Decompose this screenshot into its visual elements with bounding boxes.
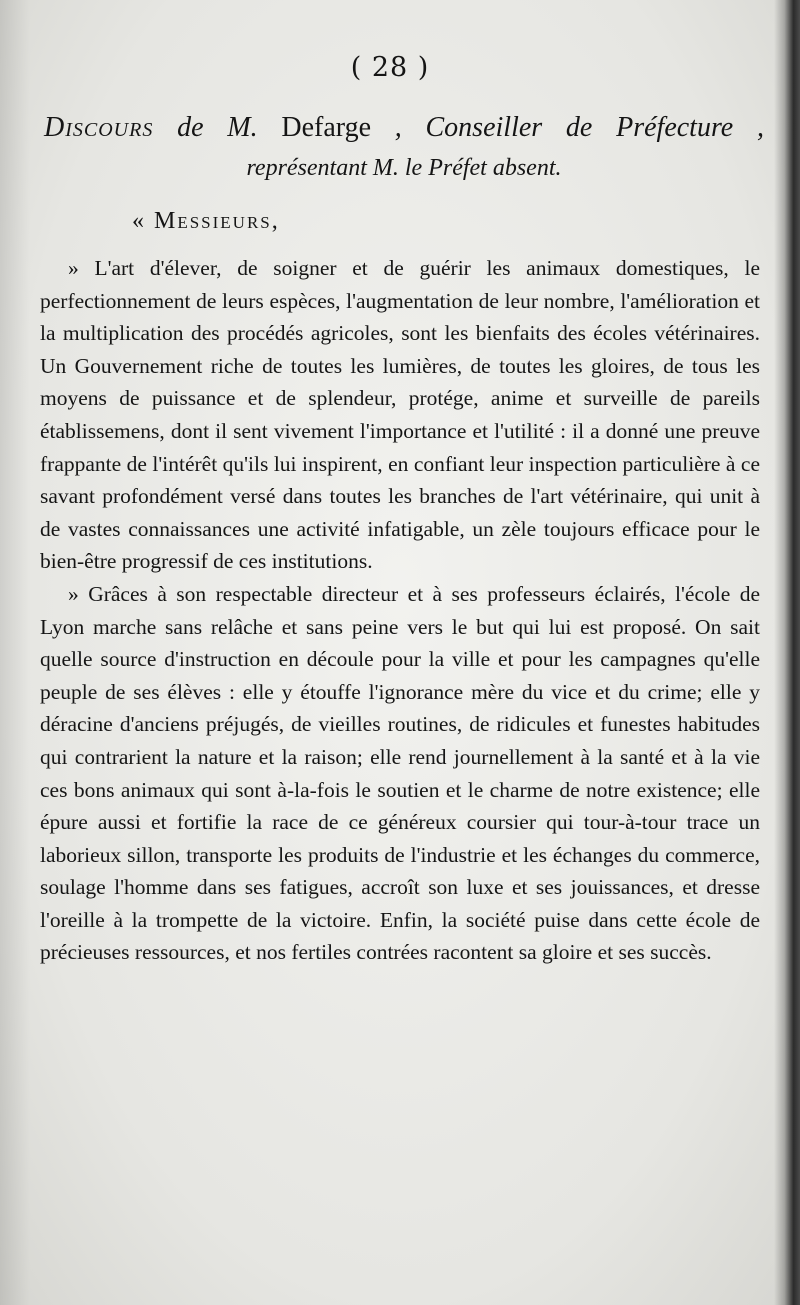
heading-de-m: de M. (153, 112, 282, 143)
heading-line-2: représentant M. le Préfet absent. (246, 155, 562, 181)
body-text (40, 252, 760, 969)
salutation (132, 208, 280, 235)
paragraph-1: » L'art d'élever, de soigner et de guérir les animaux domestiques, le perfectionnement de leurs espèces, l'augmentation de leur nombre, l'amélioration et la multiplication des procédés agricoles, sont les bienfaits des écoles vétérinaires. Un Gouvernement riche de toutes les lumières, de toutes les gloires, de tous les moyens de puissance et de splendeur, protége, anime et surveille de pareils établissemens, dont il sent vivement l'importance et l'utilité : il a donné une preuve frappante de l'intérêt qu'ils lui inspirent, en confiant leur inspection particulière à ce savant profondément versé dans toutes les branches de l'art vétérinaire, qui unit à de vastes connaissances une activité infatigable, un zèle toujours efficace pour le bien-être progressif de ces institutions. (40, 256, 760, 574)
heading-speaker-name: Defarge (281, 112, 371, 143)
page-number: ( 28 ) (350, 52, 430, 83)
salutation-text: « Messieurs, (132, 208, 280, 234)
heading-speaker-title: , Conseiller de Préfecture , (371, 112, 764, 143)
heading-line-1 (44, 108, 764, 148)
paragraph-2: » Grâces à son respectable directeur et à ses professeurs éclairés, l'école de Lyon marche sans relâche et sans peine vers le but qui lui est proposé. On sait quelle source d'instruction en découle pour la ville et pour les campagnes qu'elle peuple de ses élèves : elle y étouffe l'ignorance mère du vice et du crime; elle y déracine d'anciens préjugés, de vieilles routines, de ridicules et funestes habitudes qui contrarient la nature et la raison; elle rend journellement à la santé et à la vie ces bons animaux qui sont à-la-fois le soutien et le charme de notre existence; elle épure aussi et fortifie la race de ce généreux coursier qui tour-à-tour trace un laborieux sillon, transporte les produits de l'industrie et les échanges du commerce, soulage l'homme dans ses fatigues, accroît son luxe et ses jouissances, et dresse l'oreille à la trompette de la victoire. Enfin, la société puise dans cette école de précieuses ressources, et nos fertiles contrées racontent sa gloire et ses succès. (40, 581, 760, 965)
speech-heading (44, 108, 764, 188)
heading-discours: Discours (44, 112, 154, 143)
page-edge-shadow (774, 0, 800, 1305)
page-gutter-shadow (0, 0, 30, 1305)
